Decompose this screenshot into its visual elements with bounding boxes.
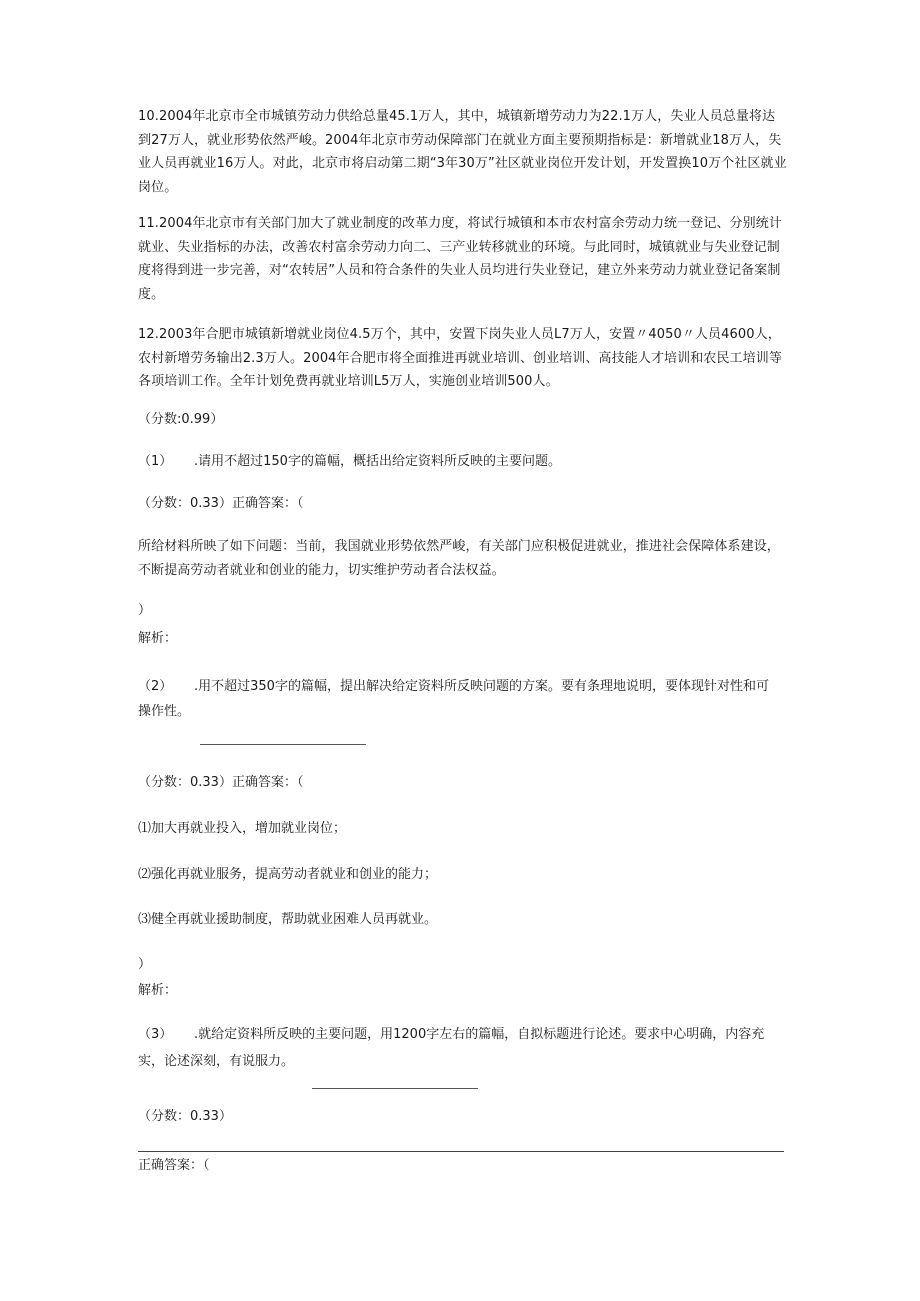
question-3-answer-blank-row — [138, 1076, 478, 1096]
question-1-text: .请用不超过150字的篇幅，概括出给定资料所反映的主要问题。 — [194, 454, 561, 469]
question-2-continuation — [138, 702, 190, 722]
question-3-text: .就给定资料所反映的主要问题，用1200字左右的篇幅，自拟标题进行论述。要求中心明确，内容充 — [194, 1027, 765, 1042]
question-1-answer: 所给材料所映了如下问题：当前，我国就业形势依然严峻，有关部门应积极促进就业，推进社会保障体系建设，不断提高劳动者就业和创业的能力，切实维护劳动者合法权益。 — [138, 539, 780, 578]
question-2-answer-1: ⑴加大再就业投入，增加就业岗位； — [138, 821, 347, 836]
material-paragraph-11: 11.2004年北京市有关部门加大了就业制度的改革力度，将试行城镇和本市农村富余劳动力统一登记、分别统计就业、失业指标的办法，改善农村富余劳动力向二、三产业转移就业的环境。与此同时，城镇就业与失业登记制度将得到进一步完善，对“农转居”人员和符合条件的失业人员均进行失业登记，建立外来劳动力就业登记备案制度。 — [138, 216, 782, 302]
question-2-answer-blank-row — [138, 732, 366, 752]
question-3-score: （分数：0.33） — [138, 1109, 232, 1124]
material-paragraph-12: 12.2003年合肥市城镇新增就业岗位4.5万个，其中，安置下岗失业人员L7万人，安置〃4050〃人员4600人，农村新增劳务输出2.3万人。2004年合肥市将全面推进再就业培训、创业培训、高技能人才培训和农民工培训等各项培训工作。全年计划免费再就业培训L5万人，实施创业培训500人。 — [138, 327, 782, 389]
question-3-continuation — [138, 1052, 294, 1072]
question-2-score-answer: （分数：0.33）正确答案：（ — [138, 775, 304, 790]
question-3-answer-label: 正确答案：（ — [138, 1158, 210, 1173]
question-2-answer-2: ⑵强化再就业服务，提高劳动者就业和创业的能力； — [138, 867, 438, 882]
question-3-number: （3） — [138, 1027, 173, 1042]
question-2-close: ） — [138, 957, 152, 972]
question-2-answer-blank[interactable] — [200, 732, 366, 745]
question-1-number: （1） — [138, 454, 173, 469]
material-paragraph-10: 10.2004年北京市全市城镇劳动力供给总量45.1万人，其中，城镇新增劳动力为22.1万人，失业人员总量将达到27万人，就业形势依然严峻。2004年北京市劳动保障部门在就业方面主要预期指标是：新增就业18万人，失业人员再就业16万人。对此，北京市将启动第二期“3年30万”社区就业岗位开发计划，开发置换10万个社区就业岗位。 — [138, 109, 787, 195]
question-1-score-answer: （分数：0.33）正确答案：（ — [138, 496, 304, 511]
question-1 — [138, 452, 561, 472]
question-3-answer-blank[interactable] — [312, 1076, 478, 1089]
question-2-number: （2） — [138, 679, 173, 694]
question-3-text-cont: 实，论述深刻，有说服力。 — [138, 1054, 295, 1069]
question-1-close: ） — [138, 603, 152, 618]
question-1-analysis: 解析： — [138, 631, 178, 646]
total-score: （分数:0.99） — [138, 412, 224, 427]
question-2-text-cont: 操作性。 — [138, 704, 191, 719]
question-2-answer-3: ⑶健全再就业援助制度，帮助就业困难人员再就业。 — [138, 912, 438, 927]
question-2-analysis: 解析： — [138, 983, 178, 998]
question-3 — [138, 1025, 764, 1045]
question-2 — [138, 677, 769, 697]
question-2-text: .用不超过350字的篇幅，提出解决给定资料所反映问题的方案。要有条理地说明，要体现针对性和可 — [194, 679, 769, 694]
horizontal-divider — [138, 1151, 784, 1152]
